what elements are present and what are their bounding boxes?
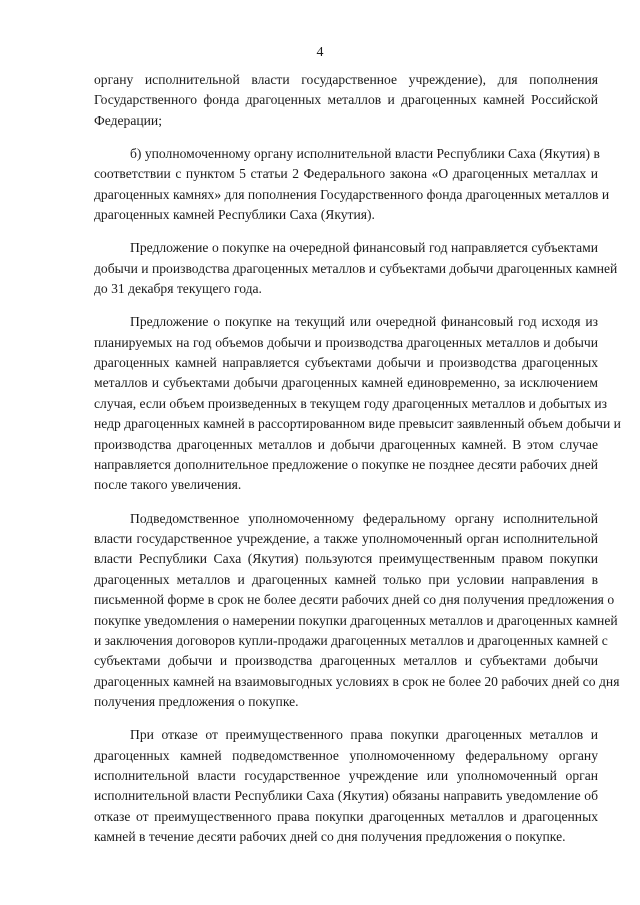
text-line: получения предложения о покупке.: [94, 694, 299, 710]
text-line: При отказе от преимущественного права покупки драгоценных металлов и: [130, 727, 598, 743]
text-line: покупке уведомления о намерении покупки драгоценных металлов и драгоценных камней: [94, 612, 618, 628]
paragraph: [94, 238, 618, 299]
paragraph-gap: [94, 131, 598, 144]
paragraph-gap: [94, 226, 598, 239]
text-line: Предложение о покупке на очередной финансовый год направляется субъектами: [130, 240, 598, 256]
text-line: случая, если объем произведенных в текущем году драгоценных металлов и добытых из: [94, 395, 608, 411]
paragraph-gap: [94, 713, 598, 726]
text-line: драгоценных камней на взаимовыгодных условиях в срок не более 20 рабочих дней со дня: [94, 673, 620, 689]
text-line: исполнительной власти государственное учреждение или уполномоченный орган: [94, 768, 598, 784]
text-line: драгоценных камней подведомственное уполномоченному федеральному органу: [94, 747, 598, 763]
paragraph-gap: [94, 300, 598, 313]
paragraph: [94, 144, 610, 226]
text-line: камней в течение десяти рабочих дней со дня получения предложения о покупке.: [94, 829, 566, 845]
page-number: 4: [316, 45, 324, 60]
text-line: субъектами добычи и производства драгоценных металлов и субъектами добычи: [94, 653, 598, 669]
text-line: до 31 декабря текущего года.: [94, 281, 262, 297]
text-line: и заключения договоров купли-продажи драгоценных металлов и драгоценных камней с: [94, 632, 608, 648]
text-line: б) уполномоченному органу исполнительной власти Республики Саха (Якутия) в: [130, 145, 600, 161]
text-line: власти Республики Саха (Якутия) пользуются преимущественным правом покупки: [94, 551, 598, 567]
paragraph: [94, 725, 598, 847]
text-line: власти государственное учреждение, а также уполномоченный орган исполнительной: [94, 531, 598, 546]
text-line: драгоценных металлов и драгоценных камней только при условии направления в: [94, 571, 598, 587]
text-line: направляется дополнительное предложение о покупке не позднее десяти рабочих дней: [94, 457, 598, 473]
text-line: Предложение о покупке на текущий или очередной финансовый год исходя из: [130, 314, 598, 330]
text-line: письменной форме в срок не более десяти рабочих дней со дня получения предложения о: [94, 592, 615, 608]
text-line: отказе от преимущественного права покупки драгоценных металлов и драгоценных: [94, 808, 598, 824]
text-line: недр драгоценных камней в рассортированном виде превысит заявленный объем добычи и: [94, 416, 621, 432]
text-line: Подведомственное уполномоченному федеральному органу исполнительной: [130, 510, 598, 526]
text-line: металлов и субъектами добычи драгоценных камней единовременно, за исключением: [94, 375, 598, 391]
text-line: драгоценных камней направляется субъектами добычи и производства драгоценных: [94, 355, 598, 371]
text-line: добычи и производства драгоценных металлов и субъектами добычи драгоценных камней: [94, 260, 618, 276]
document-body: [94, 70, 621, 848]
paragraph: [94, 70, 598, 131]
text-line: Федерации;: [94, 112, 162, 128]
text-line: производства драгоценных металлов и добычи драгоценных камней. В этом случае: [94, 436, 598, 452]
text-line: соответствии с пунктом 5 статьи 2 Федерального закона «О драгоценных металлах и: [94, 166, 598, 182]
text-line: драгоценных камнях» для пополнения Государственного фонда драгоценных металлов и: [94, 186, 610, 202]
text-line: после такого увеличения.: [94, 477, 242, 493]
text-line: исполнительной власти Республики Саха (Якутия) обязаны направить уведомление об: [94, 788, 598, 804]
text-line: Государственного фонда драгоценных металлов и драгоценных камней Российской: [94, 92, 598, 108]
text-line: органу исполнительной власти государственное учреждение), для пополнения: [94, 72, 598, 87]
text-line: планируемых на год объемов добычи и производства драгоценных металлов и добычи: [94, 334, 598, 350]
paragraph-gap: [94, 496, 598, 509]
paragraph: [94, 509, 620, 713]
paragraph: [94, 312, 621, 496]
text-line: драгоценных камней Республики Саха (Якутия).: [94, 207, 375, 223]
